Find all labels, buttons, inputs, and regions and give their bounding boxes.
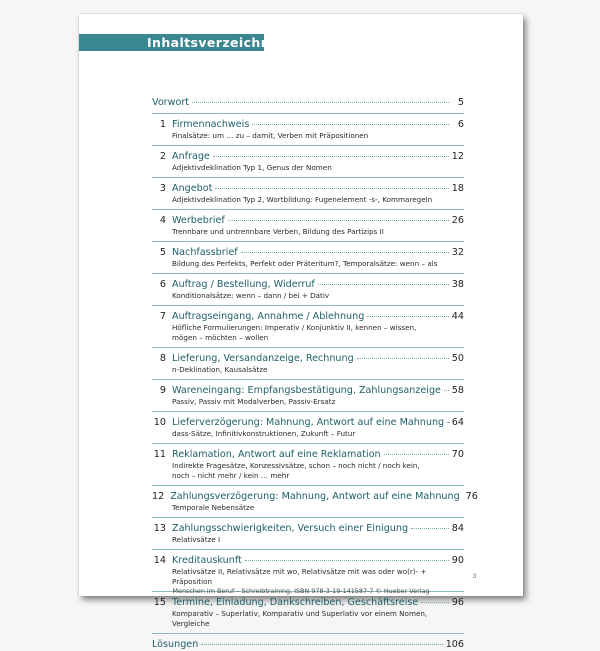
toc-leader-dots — [213, 155, 449, 157]
toc-entry — [152, 119, 464, 146]
toc-title: Werbebrief — [172, 215, 225, 226]
toc-entries — [152, 119, 478, 634]
toc-entry — [152, 491, 478, 518]
toc-subtopics: Bildung des Perfekts, Perfekt oder Präteritum?, Temporalsätze: wenn – als — [172, 259, 438, 268]
toc-entry — [152, 449, 464, 486]
divider — [152, 241, 464, 242]
toc-subtopics: mögen – möchten – wollen — [172, 333, 269, 342]
toc-chapter-number: 15 — [153, 597, 166, 608]
toc-page-number: 90 — [451, 555, 464, 566]
toc-title: Vorwort — [152, 97, 190, 108]
toc-page-number: 96 — [451, 597, 464, 608]
toc-title: Termine, Einladung, Dankschreiben, Geschäftsreise — [172, 597, 419, 608]
toc-page-number: 64 — [451, 417, 464, 428]
divider — [152, 113, 464, 114]
divider — [152, 305, 464, 306]
divider — [152, 443, 464, 444]
divider — [152, 177, 464, 178]
toc-page-number: 6 — [457, 119, 464, 130]
toc-subtopics: Komparativ – Superlativ, Komparativ und Superlativ vor einem Nomen, Vergleiche — [172, 609, 428, 628]
toc-subtopics: Relativsätze I — [172, 535, 221, 544]
toc-title: Zahlungsverzögerung: Mahnung, Antwort auf eine Mahnung — [170, 491, 460, 502]
toc-subtopics: noch – nicht mehr / kein … mehr — [172, 471, 290, 480]
toc-subtopics: n-Deklination, Kausalsätze — [172, 365, 268, 374]
toc-page-number: 106 — [445, 639, 464, 650]
toc-chapter-number: 9 — [159, 385, 166, 396]
toc-entry-loesungen — [152, 639, 464, 651]
toc-subtopics: Adjektivdeklination Typ 1, Genus der Nomen — [172, 163, 332, 172]
toc-page-number: 26 — [451, 215, 464, 226]
toc-title: Lösungen — [152, 639, 199, 650]
toc-title: Firmennachweis — [172, 119, 250, 130]
toc-chapter-number: 2 — [159, 151, 166, 162]
toc-subtopics: Relativsätze II, Relativsätze mit wo, Relativsätze mit was oder wo(r)- + Präposition — [172, 567, 427, 586]
toc-chapter-number: 7 — [159, 311, 166, 322]
divider — [152, 347, 464, 348]
toc-title: Angebot — [172, 183, 213, 194]
toc-page-number: 84 — [451, 523, 464, 534]
toc-entry — [152, 247, 464, 274]
divider — [152, 517, 464, 518]
toc-subtopics: Höfliche Formulierungen: Imperativ / Konjunktiv II, kennen – wissen, — [172, 323, 417, 332]
toc-entry — [152, 215, 464, 242]
toc-subtopics: Passiv, Passiv mit Modalverben, Passiv-Ersatz — [172, 397, 336, 406]
toc-leader-dots — [447, 421, 449, 423]
toc-leader-dots — [241, 251, 449, 253]
divider — [152, 485, 464, 486]
toc-leader-dots — [252, 123, 449, 125]
toc-page-number: 32 — [451, 247, 464, 258]
divider — [152, 411, 464, 412]
toc-leader-dots — [245, 559, 449, 561]
toc-page-number: 58 — [451, 385, 464, 396]
toc-title: Reklamation, Antwort auf eine Reklamation — [172, 449, 381, 460]
toc-subtopics: Temporale Nebensätze — [172, 503, 255, 512]
toc-leader-dots — [357, 357, 449, 359]
toc-chapter-number: 5 — [159, 247, 166, 258]
toc-title: Nachfassbrief — [172, 247, 238, 258]
document-page — [79, 14, 523, 650]
toc-chapter-number: 3 — [159, 183, 166, 194]
toc-title: Lieferverzögerung: Mahnung, Antwort auf eine Mahnung — [172, 417, 445, 428]
toc-page-number: 18 — [451, 183, 464, 194]
divider — [152, 273, 464, 274]
toc-chapter-number: 1 — [159, 119, 166, 130]
toc-leader-dots — [384, 453, 449, 455]
toc-chapter-number: 10 — [153, 417, 166, 428]
toc-leader-dots — [201, 643, 442, 645]
toc-chapter-number: 13 — [153, 523, 166, 534]
toc-leader-dots — [228, 219, 449, 221]
toc-title: Wareneingang: Empfangsbestätigung, Zahlungsanzeige — [172, 385, 441, 396]
toc-title: Auftrag / Bestellung, Widerruf — [172, 279, 315, 290]
toc-chapter-number: 14 — [153, 555, 166, 566]
toc-entry — [152, 523, 464, 550]
toc-title: Zahlungsschwierigkeiten, Versuch einer Einigung — [172, 523, 409, 534]
toc-subtopics: dass-Sätze, Infinitivkonstruktionen, Zukunft – Futur — [172, 429, 356, 438]
toc-entry — [152, 353, 464, 380]
toc-entry — [152, 417, 464, 444]
toc-page-number: 38 — [451, 279, 464, 290]
toc-leader-dots — [367, 315, 448, 317]
toc-leader-dots — [411, 527, 449, 529]
table-of-contents — [152, 97, 478, 651]
divider — [152, 549, 464, 550]
toc-subtopics: Trennbare und untrennbare Verben, Bildung des Partizips II — [172, 227, 384, 236]
toc-subtopics: Indirekte Fragesätze, Konzessivsätze, schon – noch nicht / noch kein, — [172, 461, 420, 470]
toc-page-number: 12 — [451, 151, 464, 162]
toc-title: Anfrage — [172, 151, 210, 162]
footer-text: Menschen im Beruf – Schreibtraining, ISBN 978-3-19-141587-7 © Hueber Verlag — [172, 587, 430, 595]
toc-title: Auftragseingang, Annahme / Ablehnung — [172, 311, 365, 322]
toc-entry — [152, 151, 464, 178]
toc-chapter-number: 8 — [159, 353, 166, 364]
toc-entry — [152, 183, 464, 210]
section-heading: Inhaltsverzeichnis — [79, 34, 264, 51]
toc-subtopics: Konditionalsätze: wenn – dann / bei + Dativ — [172, 291, 330, 300]
toc-chapter-number: 12 — [152, 491, 165, 502]
toc-entry — [152, 385, 464, 412]
toc-entry-vorwort — [152, 97, 464, 114]
toc-page-number: 5 — [457, 97, 464, 108]
toc-entry — [152, 597, 464, 634]
toc-subtopics: Adjektivdeklination Typ 2, Wortbildung: Fugenelement -s-, Kommaregeln — [172, 195, 433, 204]
divider — [152, 209, 464, 210]
divider — [152, 379, 464, 380]
divider — [152, 633, 464, 634]
toc-page-number: 44 — [451, 311, 464, 322]
toc-title: Lieferung, Versandanzeige, Rechnung — [172, 353, 354, 364]
page-number: 3 — [473, 574, 477, 580]
toc-page-number: 70 — [451, 449, 464, 460]
toc-page-number: 50 — [451, 353, 464, 364]
toc-chapter-number: 11 — [153, 449, 166, 460]
toc-chapter-number: 6 — [159, 279, 166, 290]
toc-chapter-number: 4 — [159, 215, 166, 226]
divider — [152, 145, 464, 146]
toc-leader-dots — [318, 283, 449, 285]
toc-leader-dots — [421, 601, 449, 603]
toc-page-number: 76 — [465, 491, 478, 502]
toc-subtopics: Finalsätze: um … zu – damit, Verben mit Präpositionen — [172, 131, 369, 140]
toc-entry — [152, 311, 464, 348]
toc-entry — [152, 279, 464, 306]
toc-leader-dots — [192, 101, 449, 103]
toc-leader-dots — [444, 389, 449, 391]
toc-leader-dots — [215, 187, 448, 189]
toc-title: Kreditauskunft — [172, 555, 242, 566]
